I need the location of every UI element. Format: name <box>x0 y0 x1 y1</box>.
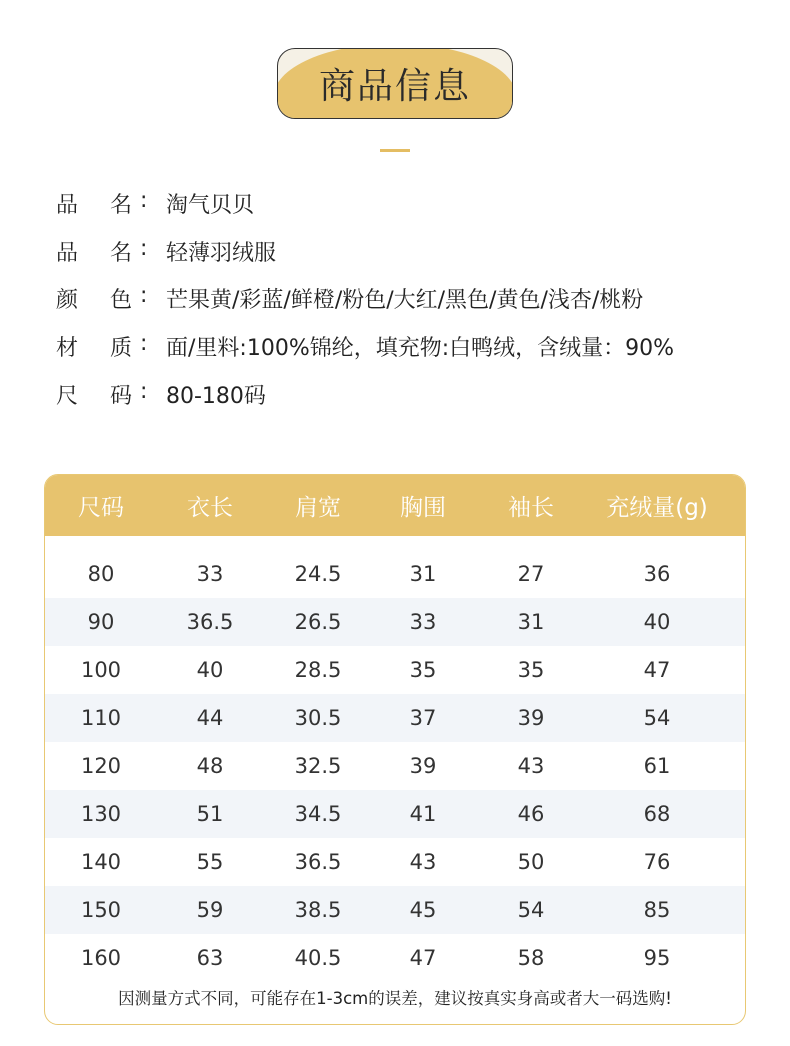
info-row-product <box>56 228 674 276</box>
info-value: 芒果黄/彩蓝/鲜橙/粉色/大红/黑色/黄色/浅杏/桃粉 <box>166 288 644 314</box>
column-header: 尺码 <box>78 495 124 521</box>
table-cell: 95 <box>643 946 671 970</box>
table-cell: 140 <box>80 850 122 874</box>
info-value: 面/里料:100%锦纶，填充物:白鸭绒，含绒量：90% <box>166 336 675 362</box>
table-row <box>45 646 745 694</box>
table-cell: 43 <box>409 850 437 874</box>
table-cell: 40 <box>196 658 224 682</box>
table-cell: 32.5 <box>294 754 342 778</box>
label-colon: : <box>140 331 148 357</box>
label-char: 名 <box>110 240 133 266</box>
column-header: 肩宽 <box>295 495 341 521</box>
label-char: 品 <box>56 240 79 266</box>
info-value: 淘气贝贝 <box>166 193 255 219</box>
table-row <box>45 838 745 886</box>
info-label <box>56 188 166 219</box>
table-cell: 30.5 <box>294 706 342 730</box>
column-header: 胸围 <box>400 495 446 521</box>
table-row <box>45 694 745 742</box>
size-footnote: 因测量方式不同，可能存在1-3cm的误差，建议按真实身高或者大一码选购! <box>118 989 672 1008</box>
table-row <box>45 550 745 598</box>
table-cell: 40 <box>643 610 671 634</box>
table-cell: 51 <box>196 802 224 826</box>
label-char: 质 <box>110 336 133 362</box>
table-cell: 33 <box>409 610 437 634</box>
table-cell: 63 <box>196 946 224 970</box>
table-cell: 43 <box>517 754 545 778</box>
column-header: 袖长 <box>508 495 554 521</box>
table-cell: 40.5 <box>294 946 342 970</box>
table-cell: 36.5 <box>186 610 234 634</box>
section-title: 商品信息 <box>318 66 471 107</box>
table-body <box>45 550 745 982</box>
table-cell: 110 <box>80 706 122 730</box>
table-cell: 120 <box>80 754 122 778</box>
table-cell: 37 <box>409 706 437 730</box>
info-row-material <box>56 323 674 371</box>
label-colon: : <box>140 188 148 214</box>
table-cell: 46 <box>517 802 545 826</box>
label-char: 材 <box>56 336 79 362</box>
table-cell: 76 <box>643 850 671 874</box>
table-row <box>45 790 745 838</box>
table-cell: 68 <box>643 802 671 826</box>
table-cell: 45 <box>409 898 437 922</box>
label-char: 名 <box>110 193 133 219</box>
table-cell: 28.5 <box>294 658 342 682</box>
info-label <box>56 283 166 314</box>
table-cell: 54 <box>643 706 671 730</box>
info-row-name <box>56 180 674 228</box>
size-chart-table <box>44 474 746 1025</box>
table-cell: 59 <box>196 898 224 922</box>
label-char: 尺 <box>56 383 79 409</box>
table-cell: 39 <box>517 706 545 730</box>
label-colon: : <box>140 235 148 261</box>
table-cell: 90 <box>87 610 115 634</box>
table-cell: 27 <box>517 562 545 586</box>
column-header: 充绒量(g) <box>606 495 708 521</box>
table-cell: 38.5 <box>294 898 342 922</box>
title-divider <box>380 149 410 152</box>
table-cell: 33 <box>196 562 224 586</box>
table-cell: 26.5 <box>294 610 342 634</box>
table-header <box>45 475 745 536</box>
info-row-size <box>56 370 674 418</box>
table-cell: 31 <box>409 562 437 586</box>
label-char: 码 <box>110 383 133 409</box>
info-value: 轻薄羽绒服 <box>166 240 277 266</box>
label-char: 品 <box>56 193 79 219</box>
table-cell: 39 <box>409 754 437 778</box>
table-cell: 34.5 <box>294 802 342 826</box>
table-cell: 58 <box>517 946 545 970</box>
table-cell: 24.5 <box>294 562 342 586</box>
table-cell: 48 <box>196 754 224 778</box>
table-cell: 41 <box>409 802 437 826</box>
table-cell: 36 <box>643 562 671 586</box>
section-title-badge <box>277 48 513 119</box>
info-label <box>56 331 166 362</box>
table-cell: 61 <box>643 754 671 778</box>
table-cell: 55 <box>196 850 224 874</box>
table-cell: 44 <box>196 706 224 730</box>
info-label <box>56 236 166 267</box>
table-cell: 54 <box>517 898 545 922</box>
table-cell: 36.5 <box>294 850 342 874</box>
info-value: 80-180码 <box>166 383 266 409</box>
label-char: 色 <box>110 288 133 314</box>
table-cell: 47 <box>409 946 437 970</box>
table-cell: 35 <box>409 658 437 682</box>
table-cell: 50 <box>517 850 545 874</box>
column-header: 衣长 <box>187 495 233 521</box>
table-cell: 160 <box>80 946 122 970</box>
table-row <box>45 886 745 934</box>
table-cell: 47 <box>643 658 671 682</box>
info-label <box>56 379 166 410</box>
table-cell: 100 <box>80 658 122 682</box>
label-char: 颜 <box>56 288 79 314</box>
table-cell: 31 <box>517 610 545 634</box>
label-colon: : <box>140 378 148 404</box>
table-cell: 150 <box>80 898 122 922</box>
table-cell: 85 <box>643 898 671 922</box>
table-cell: 80 <box>87 562 115 586</box>
table-cell: 35 <box>517 658 545 682</box>
table-row <box>45 934 745 982</box>
table-row <box>45 598 745 646</box>
product-info-list <box>56 180 674 418</box>
label-colon: : <box>140 283 148 309</box>
table-row <box>45 742 745 790</box>
info-row-colors <box>56 275 674 323</box>
table-cell: 130 <box>80 802 122 826</box>
